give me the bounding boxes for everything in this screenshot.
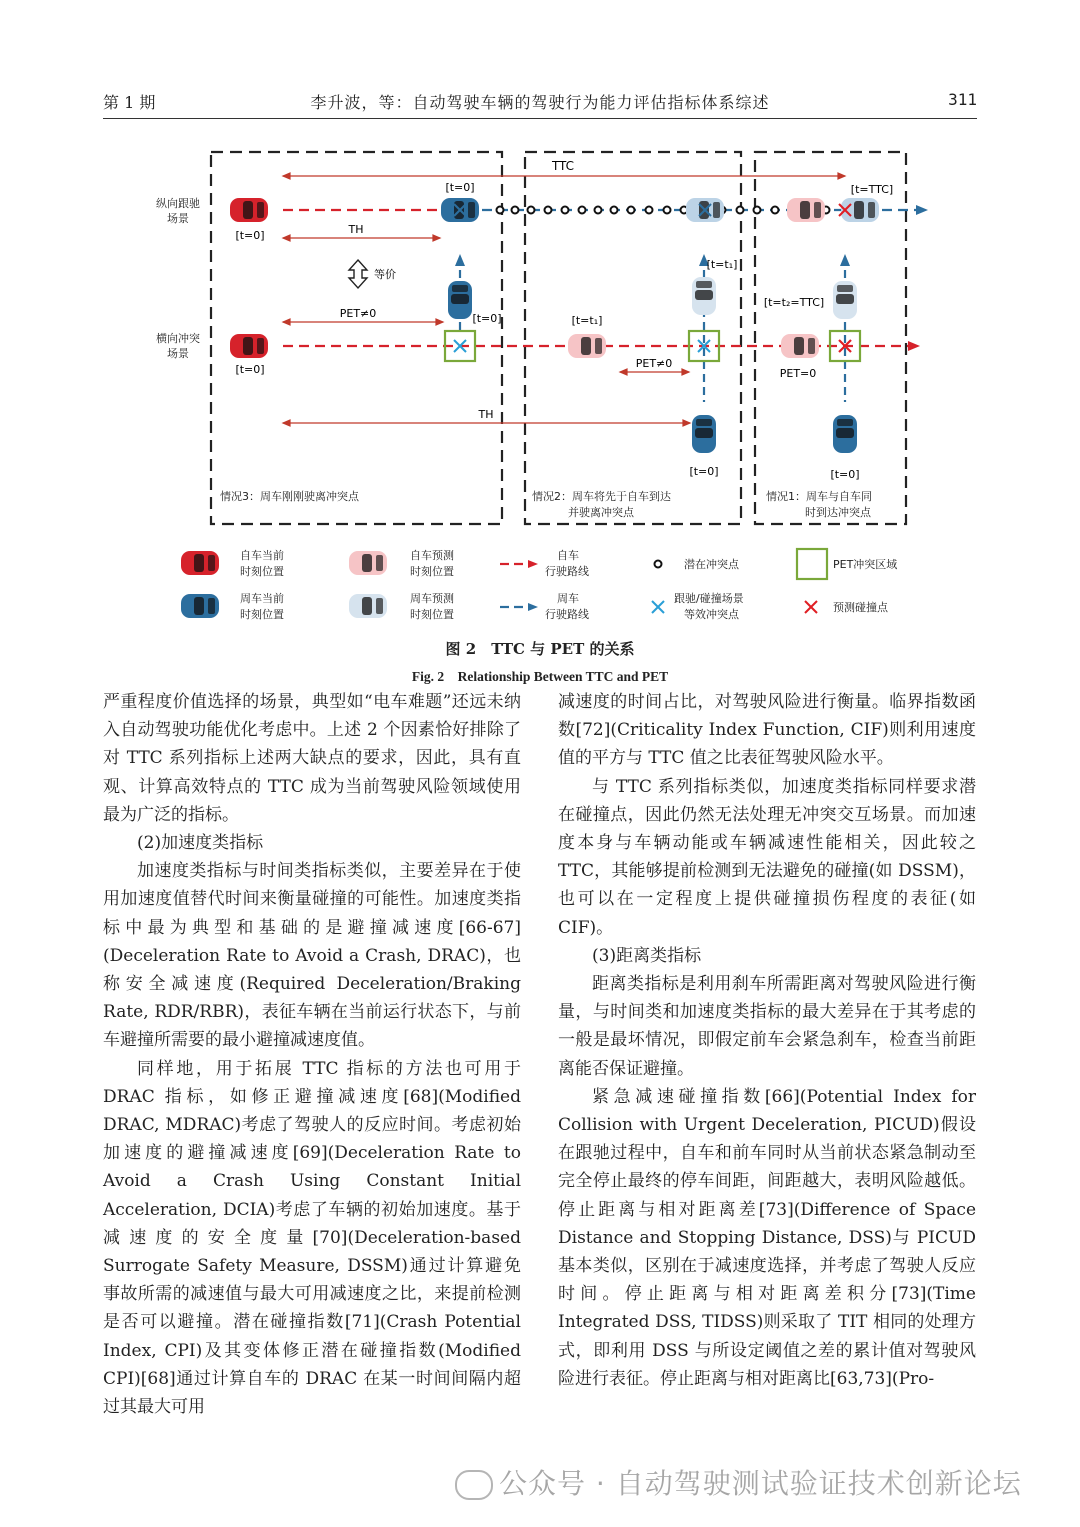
right-para-1: 减速度的时间占比，对驾驶风险进行衡量。临界指数函数[72](Criticality Index Function, CIF)则利用速度值的平方与 TTC 值之比表征驾驶风险水平。 <box>558 692 976 769</box>
issue-number: 第 1 期 <box>103 93 156 112</box>
case1-label-1: 情况1：周车与自车同 <box>766 490 872 503</box>
right-para-2: 与 TTC 系列指标类似，加速度类指标同样要求潜在碰撞点，因此仍然无法处理无冲突交互场景。而加速度本身与车辆动能或车辆减速性能相关，因此较之 TTC，其能够提前检测到无法避免的碰撞(如 DSSM)，也可以在一定程度上提供碰撞损伤程度的表征(如 CIF)。 <box>558 776 976 938</box>
right-para-3: 距离类指标是利用刹车所需距离对驾驶风险进行衡量，与时间类和加速度类指标的最大差异在于其考虑的一般是最坏情况，即假定前车会紧急刹车，检查当前距离能否保证避撞。 <box>558 974 976 1079</box>
figure-caption-en: Fig. 2 Relationship Between TTC and PET <box>411 669 669 684</box>
case2-label-2: 并驶离冲突点 <box>568 506 634 519</box>
t0-case3-other: [t=0] <box>472 312 502 325</box>
equiv-label: 等价 <box>374 268 396 281</box>
legend-other-pred-2: 时刻位置 <box>410 608 454 621</box>
legend-ego-path-2: 行驶路线 <box>545 565 589 578</box>
legend-ego-now-2: 时刻位置 <box>240 565 284 578</box>
t-ttc-label: [t=TTC] <box>850 183 894 196</box>
ego-car-long <box>230 198 268 222</box>
other-car-case2 <box>692 415 716 453</box>
equiv-arrow <box>349 260 367 288</box>
case3-label: 情况3：周车刚刚驶离冲突点 <box>220 490 359 503</box>
legend-other-now-2: 时刻位置 <box>240 608 284 621</box>
figure-caption-cn: 图 2 TTC 与 PET 的关系 <box>445 640 635 658</box>
t0-case1-other: [t=0] <box>830 468 860 481</box>
legend-equiv-pt-2: 等效冲突点 <box>684 608 739 621</box>
pet-ne0-case3: PET≠0 <box>339 307 377 320</box>
t-t1-case2: [t=t₁] <box>571 314 603 327</box>
ego-car-pred-case2 <box>568 334 606 358</box>
legend-other-path-2: 行驶路线 <box>545 608 589 621</box>
ttc-pet-figure <box>0 140 1080 635</box>
heading-accel: (2)加速度类指标 <box>137 833 264 854</box>
t-t2-case1: [t=t₂=TTC] <box>763 296 825 309</box>
t-t1-case2-other: [t=t₁] <box>706 258 738 271</box>
legend <box>181 548 897 621</box>
legend-ego-now-1: 自车当前 <box>240 549 284 562</box>
left-column <box>103 688 521 1421</box>
legend-other-pred-1: 周车预测 <box>410 592 454 605</box>
other-car-pred-case1 <box>833 281 857 319</box>
heading-distance: (3)距离类指标 <box>592 945 702 966</box>
t0-case2-other: [t=0] <box>689 465 719 478</box>
left-para-1: 严重程度价值选择的场景，典型如“电车难题”还远未纳入自动驾驶功能优化考虑中。上述 2 个因素恰好排除了对 TTC 系列指标上述两大缺点的要求，因此，具有直观、计算高效特点的 TTC 成为当前驾驶风险领域使用最为广泛的指标。 <box>103 692 521 825</box>
ego-car-long-pred-1 <box>787 198 825 222</box>
ego-car-pred-case1 <box>781 334 819 358</box>
legend-ego-path-1: 自车 <box>557 549 579 562</box>
scene-lat-label-1: 横向冲突 <box>156 332 200 345</box>
other-car-pred-case2 <box>692 277 716 315</box>
watermark-text: 公众号 · 自动驾驶测试验证技术创新论坛 <box>499 1467 1022 1500</box>
t0-lat-ego: [t=0] <box>235 363 265 376</box>
legend-potential: 潜在冲突点 <box>684 558 739 571</box>
running-header <box>103 88 977 119</box>
scene-long-label-1: 纵向跟驰 <box>156 197 200 210</box>
pet-eq0-case1: PET=0 <box>779 367 817 380</box>
case1-label-2: 时到达冲突点 <box>805 506 871 519</box>
page-number: 311 <box>948 90 977 109</box>
legend-other-now-1: 周车当前 <box>240 592 284 605</box>
watermark <box>455 1462 1022 1502</box>
pet-ne0-case2: PET≠0 <box>635 357 673 370</box>
legend-other-path-1: 周车 <box>557 592 579 605</box>
legend-ego-pred-1: 自车预测 <box>410 549 454 562</box>
right-column <box>558 688 976 1393</box>
case2-label-1: 情况2：周车将先于自车到达 <box>532 490 671 503</box>
t0-long-ego: [t=0] <box>235 229 265 242</box>
left-para-2: 加速度类指标与时间类指标类似，主要差异在于使用加速度值替代时间来衡量碰撞的可能性。加速度类指标中最为典型和基础的是避撞减速度[66-67](Deceleration Rate to Avoid a Crash, DRAC)，也称安全减速度(Required Deceleration/Braking Rate, RDR/RBR)，表征车辆在当前运行状态下，与前车避撞所需要的最小避撞减速度值。 <box>103 861 521 1051</box>
ttc-label: TTC <box>551 159 575 173</box>
other-car-case1 <box>833 415 857 453</box>
legend-pred-col: 预测碰撞点 <box>833 601 888 614</box>
legend-equiv-pt-1: 跟驰/碰撞场景 <box>674 592 744 605</box>
ego-car-lat <box>230 334 268 358</box>
legend-pet-area: PET冲突区域 <box>833 558 898 571</box>
other-car-long-pred-2 <box>841 198 879 222</box>
running-title: 李升波，等：自动驾驶车辆的驾驶行为能力评估指标体系综述 <box>310 93 770 112</box>
left-para-3: 同样地，用于拓展 TTC 指标的方法也可用于 DRAC 指标，如修正避撞减速度[68](Modified DRAC, MDRAC)考虑了驾驶人的反应时间。考虑初始加速度的避撞减速度[69](Deceleration Rate to Avoid a Crash Using Constant Initial Acceleration, DCIA)考虑了车辆的初始加速度。基于减速度的安全度量[70](Deceleration-based Surrogate Safety Measure, DSSM)通过计算避免事故所需的减速值与最大可用减速度之比，来提前检测是否可以避撞。潜在碰撞指数[71](Crash Potential Index, CPI)及其变体修正潜在碰撞指数(Modified CPI)[68]通过计算自车的 DRAC 在某一时间间隔内超过其最大可用 <box>103 1058 521 1418</box>
th-label-upper: TH <box>348 223 364 236</box>
legend-ego-pred-2: 时刻位置 <box>410 565 454 578</box>
th-label-lower: TH <box>478 408 494 421</box>
scene-long-label-2: 场景 <box>167 212 189 225</box>
right-para-4: 紧急减速碰撞指数[66](Potential Index for Collision with Urgent Deceleration, PICUD)假设在跟驰过程中，自车和前车同时从当前状态紧急制动至完全停止最终的停车间距，间距越大，表明风险越低。停止距离与相对距离差[73](Difference of Space Distance and Stopping Distance, DSS)与 PICUD 基本类似，区别在于减速度选择，并考虑了驾驶人反应时间。停止距离与相对距离差积分[73](Time Integrated DSS, TIDSS)则采取了 TIT 相同的处理方式，即利用 DSS 与所设定阈值之差的累计值对驾驶风险进行表征。停止距离与相对距离比[63,73](Pro- <box>558 1086 976 1389</box>
t0-long-other: [t=0] <box>445 181 475 194</box>
scene-lat-label-2: 场景 <box>167 347 189 360</box>
other-car-lat-case3 <box>448 281 472 319</box>
wechat-icon <box>455 1470 493 1500</box>
